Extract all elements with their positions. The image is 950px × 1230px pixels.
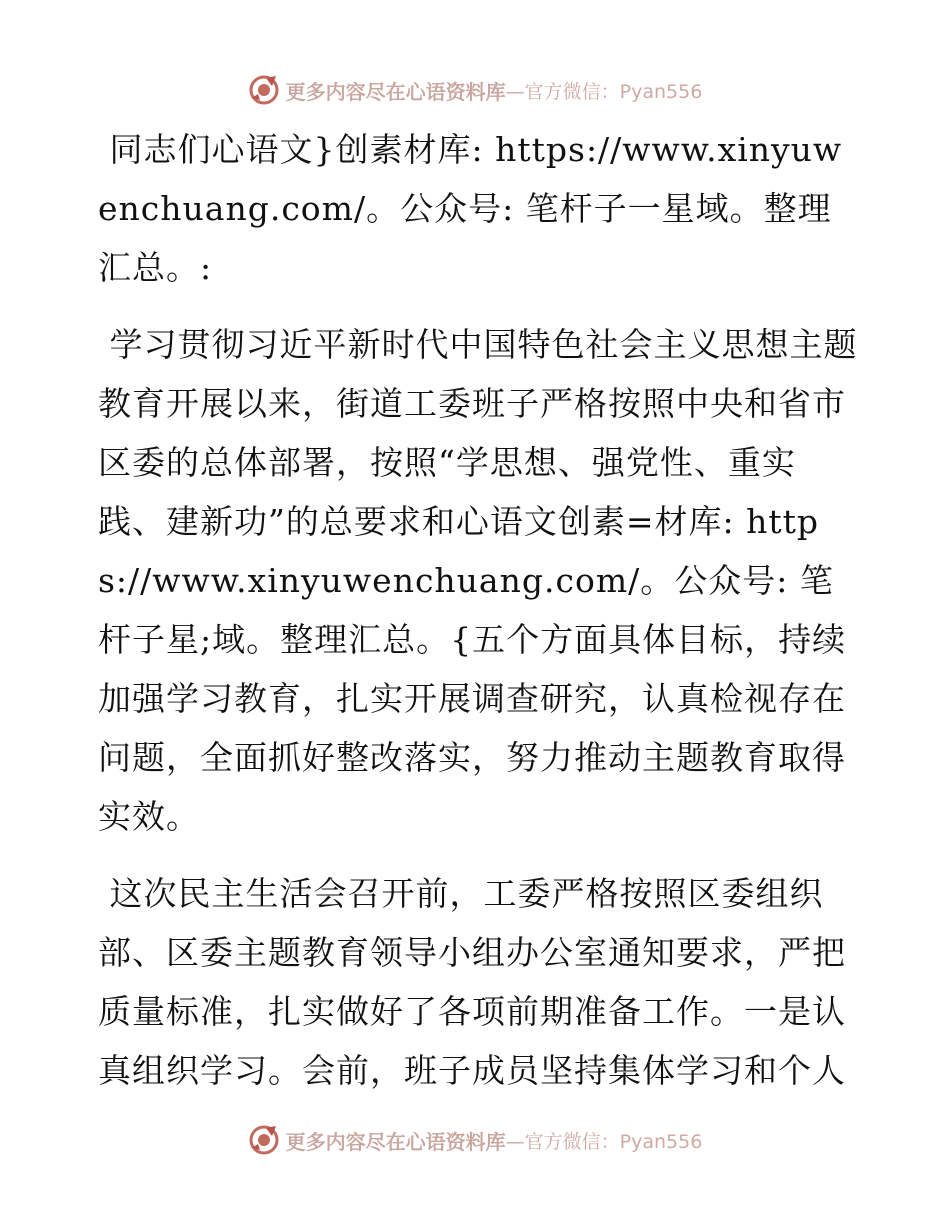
banner-main-text: 更多内容尽在心语资料库 [285, 79, 506, 104]
banner-main-text: 更多内容尽在心语资料库 [285, 1129, 506, 1154]
paragraph-study: 学习贯彻习近平新时代中国特色社会主义思想主题教育开展以来，街道工委班子严格按照中央和省市区委的总体部署，按照“学思想、强党性、重实践、建新功”的总要求和心语文创素=材库: https://www.xinyuwenchuang.com/。公众号: 笔杆子星;域。整理汇总。{五个方面具体目标，持续加强学习教育，扎实开展调查研究，认真检视存在问题，全面抓好整改落实，努力推动主题教育取得实效。 [98, 325, 858, 836]
paragraph-intro: 同志们心语文}创素材库: https://www.xinyuwenchuang.com/。公众号: 笔杆子一星域。整理汇总。: [98, 130, 843, 287]
paragraph-preparation: 这次民主生活会召开前，工委严格按照区委组织部、区委主题教育领导小组办公室通知要求，严把质量标准，扎实做好了各项前期准备工作。一是认真组织学习。会前，班子成员坚持集体学习和个人 [98, 874, 846, 1090]
header-watermark-banner [0, 70, 950, 110]
banner-sub-text: —官方微信：Pyan556 [505, 1130, 703, 1153]
banner-sub-text: —官方微信：Pyan556 [505, 80, 703, 103]
pen-logo-icon [248, 1124, 280, 1156]
document-body [98, 120, 858, 1118]
footer-watermark-banner [0, 1120, 950, 1160]
pen-logo-icon [248, 74, 280, 106]
